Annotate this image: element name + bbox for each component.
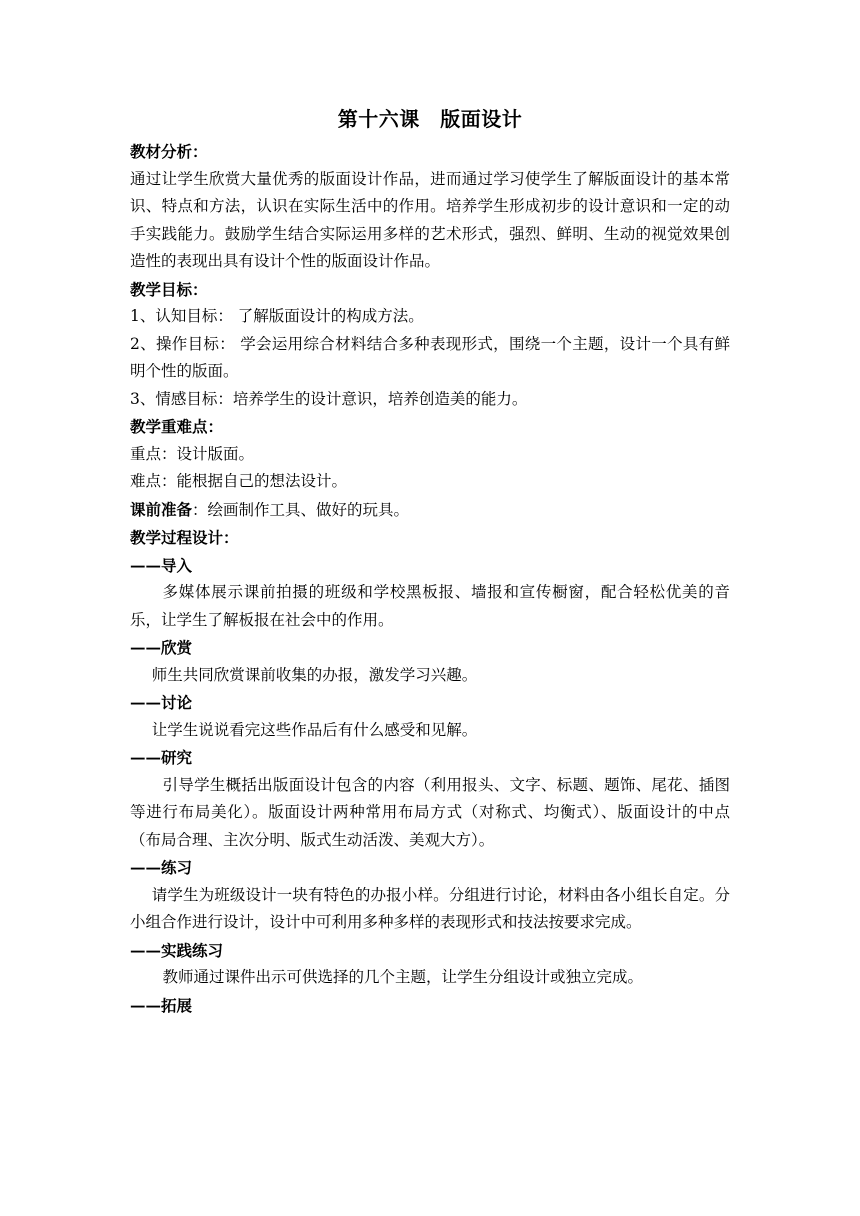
preparation-line xyxy=(130,496,730,525)
step-research-text: 引导学生概括出版面设计包含的内容（利用报头、文字、标题、题饰、尾花、插图等进行布局美化）。版面设计两种常用布局方式（对称式、均衡式）、版面设计的中点（布局合理、主次分明、版式生动活泼、美观大方）。 xyxy=(130,775,730,849)
preparation-text: ：绘画制作工具、做好的玩具。 xyxy=(192,500,410,519)
goal-1: 1、认知目标： 了解版面设计的构成方法。 xyxy=(130,307,424,325)
page-title: 第十六课 版面设计 xyxy=(337,107,523,131)
document-page xyxy=(130,104,730,1019)
difficulty-point: 难点：能根据自己的想法设计。 xyxy=(130,472,348,490)
goal-2: 2、操作目标： 学会运用综合材料结合多种表现形式，围绕一个主题，设计一个具有鲜明个性的版面。 xyxy=(130,334,730,380)
analysis-heading: 教材分析： xyxy=(130,142,208,161)
step-discuss-text: 让学生说说看完这些作品后有什么感受和见解。 xyxy=(151,720,478,739)
goal-3: 3、情感目标：培养学生的设计意识，培养创造美的能力。 xyxy=(130,389,528,408)
step-hands-on-text: 教师通过课件出示可供选择的几个主题，让学生分组设计或独立完成。 xyxy=(162,968,644,986)
goals-heading: 教学目标： xyxy=(130,279,208,299)
step-appreciate-heading: ——欣赏 xyxy=(130,638,193,657)
step-practice-heading: ——练习 xyxy=(130,858,193,877)
process-heading: 教学过程设计： xyxy=(130,528,239,547)
step-research-heading: ——研究 xyxy=(130,748,193,767)
step-practice-text: 请学生为班级设计一块有特色的办报小样。分组进行讨论，材料由各小组长自定。分小组合作进行设计，设计中可利用多种多样的表现形式和技法按要求完成。 xyxy=(130,885,730,931)
step-intro-text: 多媒体展示课前拍摄的班级和学校黑板报、墙报和宣传橱窗，配合轻松优美的音乐，让学生了解板报在社会中的作用。 xyxy=(130,583,730,629)
step-discuss-heading: ——讨论 xyxy=(130,693,193,712)
key-difficulty-heading: 教学重难点： xyxy=(130,417,224,436)
step-hands-on-heading: ——实践练习 xyxy=(130,940,224,960)
analysis-text: 通过让学生欣赏大量优秀的版面设计作品，进而通过学习使学生了解版面设计的基本常识、特点和方法，认识在实际生活中的作用。培养学生形成初步的设计意识和一定的动手实践能力。鼓励学生结合实际运用多样的艺术形式，强烈、鲜明、生动的视觉效果创造性的表现出具有设计个性的版面设计作品。 xyxy=(130,169,730,270)
key-point: 重点：设计版面。 xyxy=(130,444,255,463)
step-extend-heading: ——拓展 xyxy=(130,995,193,1015)
step-appreciate-text: 师生共同欣赏课前收集的办报，激发学习兴趣。 xyxy=(151,665,478,684)
preparation-label: 课前准备 xyxy=(130,499,193,519)
step-intro-heading: ——导入 xyxy=(130,555,193,575)
